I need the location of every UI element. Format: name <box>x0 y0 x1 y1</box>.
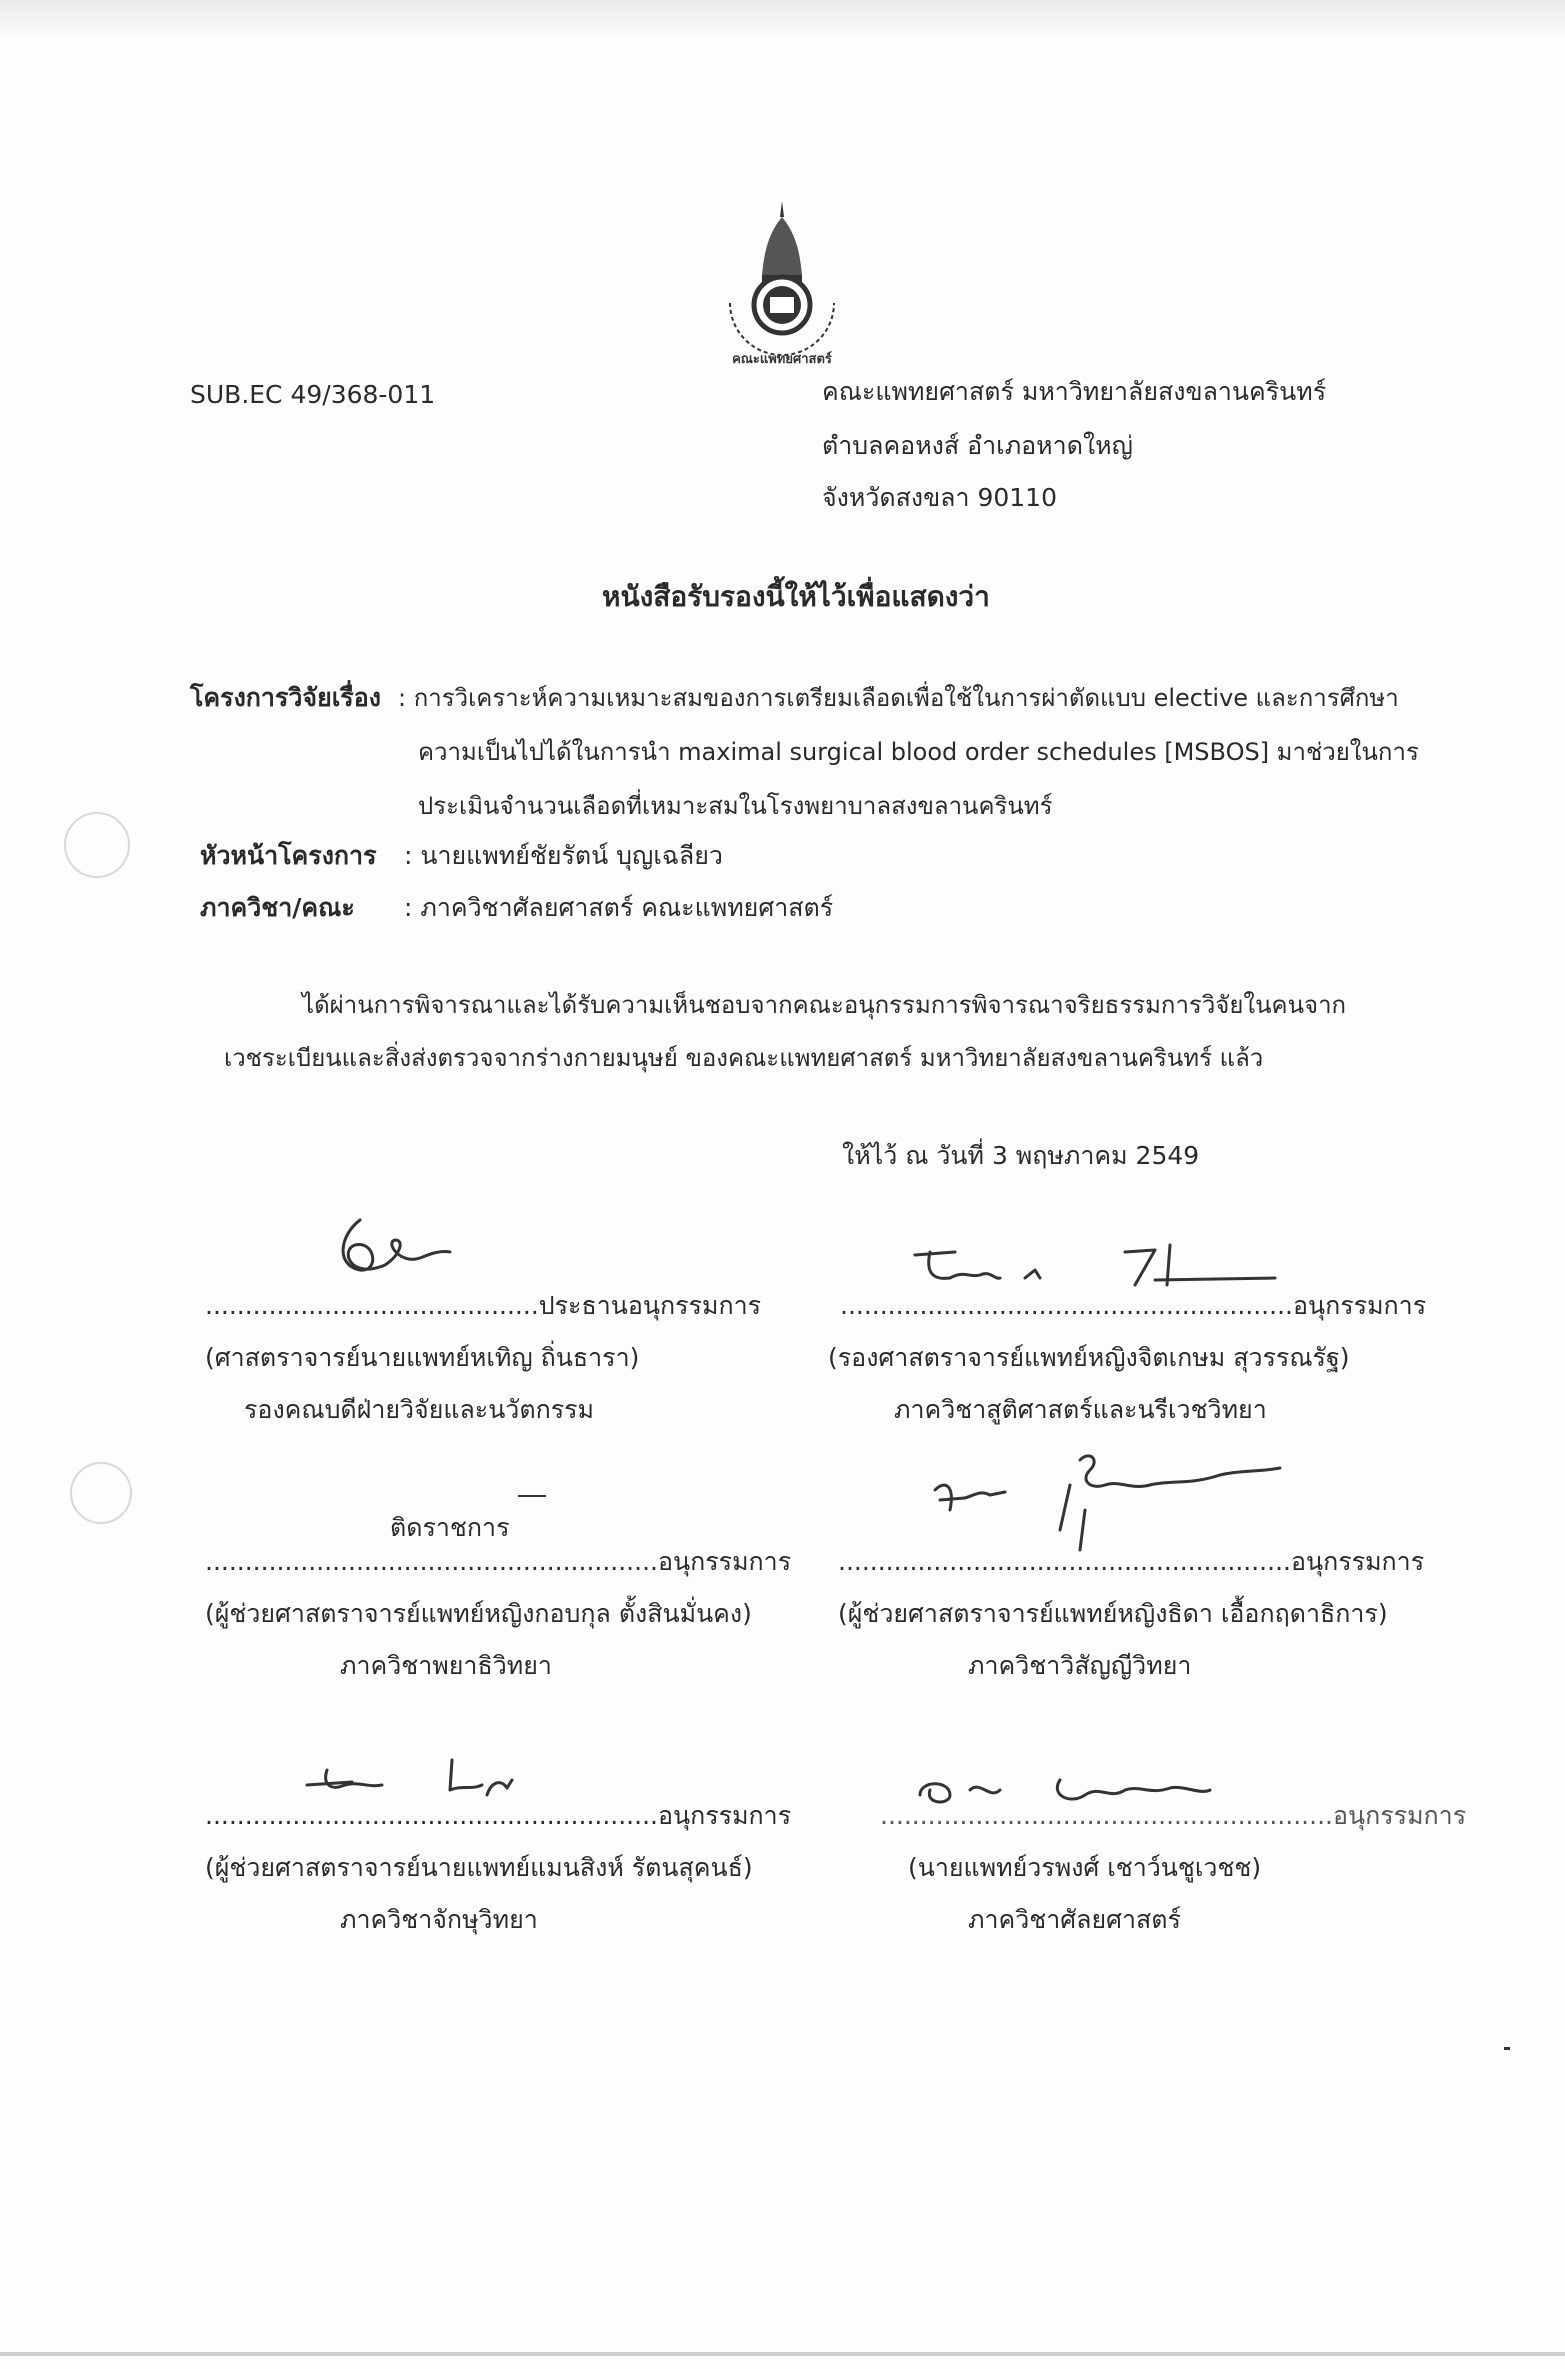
sig-5-title: ภาควิชาจักษุวิทยา <box>340 1905 538 1934</box>
address-line-1: คณะแพทยศาสตร์ มหาวิทยาลัยสงขลานครินทร์ <box>822 377 1327 406</box>
signature-chairman-icon <box>330 1210 460 1290</box>
sig-5-name: (ผู้ช่วยศาสตราจารย์นายแพทย์แมนสิงห์ รัตนสุคนธ์) <box>205 1853 753 1882</box>
department-label: ภาควิชา/คณะ <box>200 893 355 922</box>
sig-3-title: ภาควิชาพยาธิวิทยา <box>340 1651 552 1680</box>
sig-2-title: ภาควิชาสูติศาสตร์และนรีเวชวิทยา <box>894 1395 1267 1424</box>
project-title-line-1: : การวิเคราะห์ความเหมาะสมของการเตรียมเลือดเพื่อใช้ในการผ่าตัดแบบ elective และการศึกษา <box>398 684 1399 712</box>
date-line: ให้ไว้ ณ วันที่ 3 พฤษภาคม 2549 <box>842 1141 1200 1170</box>
sig-1-name: (ศาสตราจารย์นายแพทย์หเทิญ ถิ่นธารา) <box>205 1343 640 1372</box>
scan-bottom-edge <box>0 2352 1565 2356</box>
seal-text: คณะแพทยศาสตร์ <box>732 352 832 365</box>
department-value: : ภาควิชาศัลยศาสตร์ คณะแพทยศาสตร์ <box>404 893 834 922</box>
body-line-2: เวชระเบียนและสิ่งส่งตรวจจากร่างกายมนุษย์ ของคณะแพทยศาสตร์ มหาวิทยาลัยสงขลานครินทร์ แล้ว <box>224 1044 1264 1072</box>
sig-2-line: .........................................................อนุกรรมการ <box>840 1291 1427 1320</box>
punch-hole-top <box>64 812 130 878</box>
reference-number: SUB.EC 49/368-011 <box>190 380 436 409</box>
sig-3-line: .........................................................อนุกรรมการ <box>205 1547 792 1576</box>
sig-1-line: ..........................................ประธานอนุกรรมการ <box>205 1291 762 1320</box>
sig-3-stamp: ติดราชการ <box>390 1513 510 1542</box>
sig-6-line: .........................................................อนุกรรมการ <box>880 1801 1467 1830</box>
sig-4-line: .........................................................อนุกรรมการ <box>838 1547 1425 1576</box>
sig-1-title: รองคณบดีฝ่ายวิจัยและนวัตกรรม <box>244 1395 595 1424</box>
sig-4-title: ภาควิชาวิสัญญีวิทยา <box>968 1651 1192 1680</box>
scan-speck <box>1504 2047 1510 2050</box>
sig-5-line: .........................................................อนุกรรมการ <box>205 1801 792 1830</box>
address-line-2: ตำบลคอหงส์ อำเภอหาดใหญ่ <box>822 431 1133 460</box>
body-line-1: ได้ผ่านการพิจารณาและได้รับความเห็นชอบจากคณะอนุกรรมการพิจารณาจริยธรรมการวิจัยในคนจาก <box>302 991 1347 1019</box>
project-title-line-3: ประเมินจำนวนเลือดที่เหมาะสมในโรงพยาบาลสงขลานครินทร์ <box>418 792 1053 820</box>
sig-6-name: (นายแพทย์วรพงศ์ เชาว์นชูเวชช) <box>908 1853 1262 1882</box>
university-seal-icon <box>712 195 852 365</box>
scan-top-shadow <box>0 0 1565 38</box>
document-heading: หนังสือรับรองนี้ให้ไว้เพื่อแสดงว่า <box>602 580 990 613</box>
sig-6-title: ภาควิชาศัลยศาสตร์ <box>968 1905 1181 1934</box>
project-label: โครงการวิจัยเรื่อง <box>190 683 381 712</box>
stamp-overline <box>518 1495 546 1497</box>
leader-name: : นายแพทย์ชัยรัตน์ บุญเฉลียว <box>404 841 723 870</box>
address-line-3: จังหวัดสงขลา 90110 <box>822 483 1057 512</box>
sig-3-name: (ผู้ช่วยศาสตราจารย์แพทย์หญิงกอบกุล ตั้งสินมั่นคง) <box>205 1599 752 1628</box>
sig-2-name: (รองศาสตราจารย์แพทย์หญิงจิตเกษม สุวรรณรัฐ) <box>828 1343 1350 1372</box>
punch-hole-bottom <box>70 1462 132 1524</box>
leader-label: หัวหน้าโครงการ <box>200 841 377 870</box>
sig-4-name: (ผู้ช่วยศาสตราจารย์แพทย์หญิงธิดา เอื้อกฤดาธิการ) <box>838 1599 1388 1628</box>
project-title-line-2: ความเป็นไปได้ในการนำ maximal surgical blood order schedules [MSBOS] มาช่วยในการ <box>418 738 1419 766</box>
